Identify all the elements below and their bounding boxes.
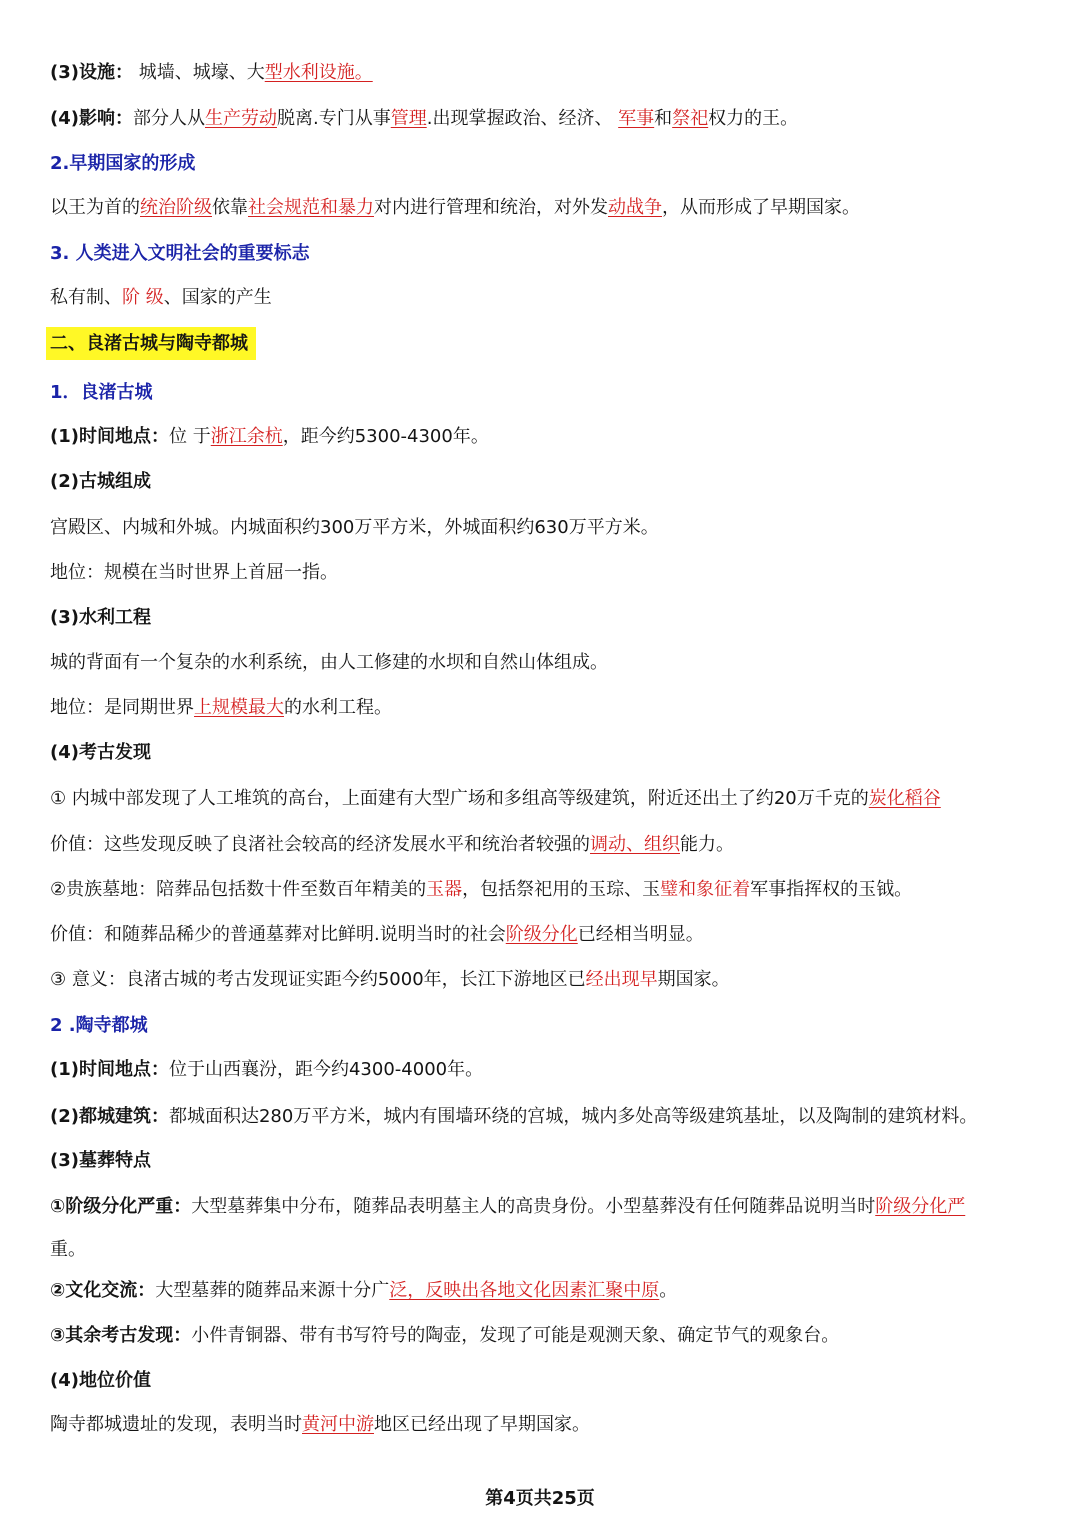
text: 宫殿区、内城和外城。内城面积约300万平方米，外城面积约630万平方米。 (50, 517, 659, 538)
key-term: 浙江余杭 (210, 426, 283, 447)
label: (2)都城建筑： (50, 1106, 169, 1127)
label: (1)时间地点： (50, 426, 169, 447)
heading-text: 3. 人类进入文明社会的重要标志 (50, 243, 310, 264)
text-line (50, 1323, 1040, 1349)
section-heading (50, 241, 1040, 267)
key-term: 上规模最大 (194, 697, 284, 718)
text: 权力的王。 (708, 108, 799, 129)
text: 大型墓葬的随葬品来源十分广 (155, 1280, 390, 1301)
text-line (50, 967, 1040, 993)
text-line (50, 1237, 1040, 1263)
text: 价值：这些发现反映了良渚社会较高的经济发展水平和统治者较强的 (50, 834, 590, 855)
text: 期国家。 (657, 969, 730, 990)
page-number: 第4页共25页 (485, 1488, 595, 1509)
subsection-heading (50, 1148, 1040, 1174)
text: 价值：和随葬品稀少的普通墓葬对比鲜明.说明当时的社会 (50, 924, 506, 945)
key-term: 阶级分化严 (875, 1196, 966, 1217)
key-term: 调动、组织 (590, 834, 680, 855)
key-term: 黄河中游 (302, 1414, 374, 1435)
label: (4)地位价值 (50, 1370, 151, 1391)
text-line (50, 424, 1040, 450)
text: ②贵族墓地：陪葬品包括数十件至数百年精美的 (50, 879, 427, 900)
label: (1)时间地点： (50, 1059, 169, 1080)
text: 地位：规模在当时世界上首屈一指。 (50, 562, 338, 583)
text: 。 (659, 1280, 678, 1301)
key-term: 经出现早 (585, 969, 658, 990)
key-term: 生产劳动 (204, 108, 277, 129)
text: 小件青铜器、带有书写符号的陶壶，发现了可能是观测天象、确定节气的观象台。 (191, 1325, 840, 1346)
text-line (50, 515, 1040, 541)
text: 位 于 (168, 426, 211, 447)
text: 位于山西襄汾，距今约4300-4000年。 (168, 1059, 484, 1080)
text: 地区已经出现了早期国家。 (374, 1414, 590, 1435)
text: 已经相当明显。 (577, 924, 704, 945)
text: ，距今约5300-4300年。 (282, 426, 489, 447)
key-term: 阶级分化 (505, 924, 578, 945)
text: 城的背面有一个复杂的水利系统，由人工修建的水坝和自然山体组成。 (50, 652, 608, 673)
label: (3)设施： (50, 62, 133, 83)
text: 对内进行管理和统治，对外发 (374, 197, 608, 218)
text: 重。 (50, 1239, 86, 1260)
key-term: 泛，反映出各地文化因素汇聚中原 (389, 1280, 660, 1301)
text: ，从而形成了早期国家。 (662, 197, 860, 218)
label: ②文化交流： (50, 1280, 156, 1301)
label: (3)墓葬特点 (50, 1150, 151, 1171)
section-title: 二、良渚古城与陶寺都城 (46, 327, 256, 360)
heading-text: 2 .陶寺都城 (50, 1015, 148, 1036)
text: 部分人从 (132, 108, 205, 129)
text-line (50, 832, 1040, 858)
text: 军事指挥权的玉钺。 (750, 879, 913, 900)
text: 、国家的产生 (163, 287, 272, 308)
text-line (50, 106, 1040, 132)
key-term: 社会规范和暴力 (248, 197, 374, 218)
text-line (50, 877, 1040, 903)
heading-text: 1．良渚古城 (50, 382, 153, 403)
label: ③其余考古发现： (50, 1325, 192, 1346)
text: 以王为首的 (50, 197, 140, 218)
text-line (50, 1104, 1040, 1130)
key-term: 管理 (390, 108, 427, 129)
text: ① 内城中部发现了人工堆筑的高台，上面建有大型广场和多组高等级建筑，附近还出土了约20万千克的 (50, 788, 869, 809)
key-term: 统治阶级 (140, 197, 212, 218)
text-line (50, 560, 1040, 586)
text: .出现掌握政治、经济、 (426, 108, 619, 129)
heading-text: 2.早期国家的形成 (50, 153, 196, 174)
text: 能力。 (680, 834, 734, 855)
subsection-heading (50, 740, 1040, 766)
text: 的水利工程。 (284, 697, 392, 718)
text-line (50, 1412, 1040, 1438)
label: (4)考古发现 (50, 742, 151, 763)
label: (3)水利工程 (50, 607, 151, 628)
label: ①阶级分化严重： (50, 1196, 192, 1217)
text: 大型墓葬集中分布，随葬品表明墓主人的高贵身份。小型墓葬没有任何随葬品说明当时 (191, 1196, 876, 1217)
text-line (50, 650, 1040, 676)
key-term: 玉器 (426, 879, 463, 900)
text: 依靠 (212, 197, 248, 218)
text-line (50, 786, 1040, 812)
section-heading (50, 151, 1040, 177)
key-term: 型水利设施。 (264, 62, 373, 83)
label: (4)影响： (50, 108, 133, 129)
text: 城墙、城壕、大 (132, 62, 265, 83)
chapter-heading (50, 331, 1040, 357)
text-line (50, 922, 1040, 948)
key-term: 璧和象征着 (660, 879, 751, 900)
text-line (50, 695, 1040, 721)
text: 都城面积达280万平方米，城内有围墙环绕的宫城，城内多处高等级建筑基址，以及陶制的建筑材料。 (168, 1106, 978, 1127)
subsection-heading (50, 605, 1040, 631)
text-line (50, 1057, 1040, 1083)
text: 私有制、 (50, 287, 122, 308)
text-line (50, 1278, 1040, 1304)
key-term: 阶 级 (122, 287, 164, 308)
text: 脱离.专门从事 (276, 108, 391, 129)
subsection-heading (50, 469, 1040, 495)
subsection-heading (50, 1368, 1040, 1394)
section-heading (50, 380, 1040, 406)
text-line (50, 1194, 1040, 1220)
text: ，包括祭祀用的玉琮、玉 (462, 879, 661, 900)
text-line (50, 195, 1040, 221)
key-term: 炭化稻谷 (868, 788, 941, 809)
text: 陶寺都城遗址的发现，表明当时 (50, 1414, 302, 1435)
section-heading (50, 1013, 1040, 1039)
text: 和 (654, 108, 673, 129)
key-term: 动战争 (608, 197, 662, 218)
text: 地位：是同期世界 (50, 697, 194, 718)
key-term: 祭祀 (672, 108, 709, 129)
text: ③ 意义：良渚古城的考古发现证实距今约5000年，长江下游地区已 (50, 969, 586, 990)
text-line (50, 60, 1040, 86)
label: (2)古城组成 (50, 471, 151, 492)
text-line (50, 285, 1040, 311)
key-term: 军事 (618, 108, 655, 129)
